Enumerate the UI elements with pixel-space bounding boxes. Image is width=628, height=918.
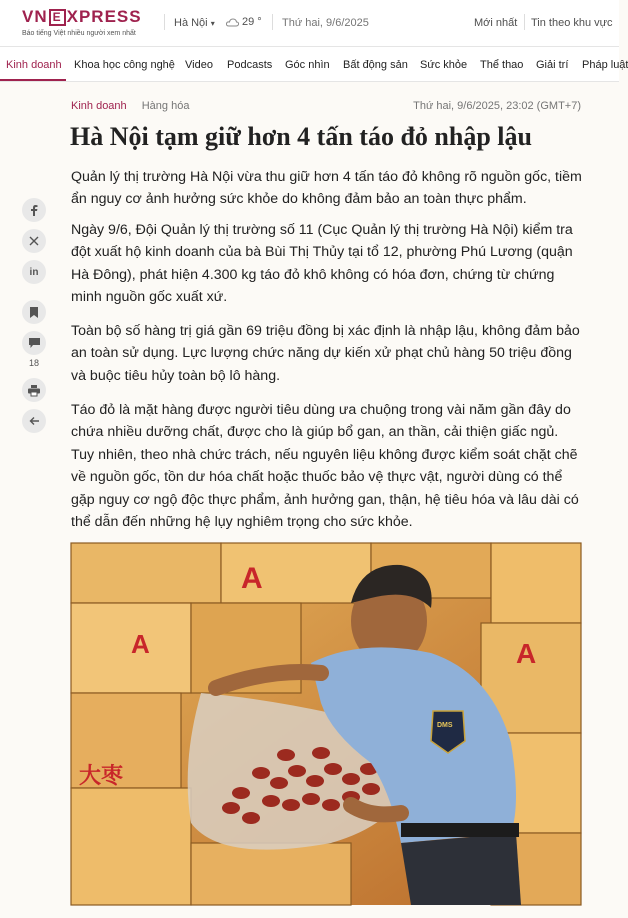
back-icon — [29, 416, 40, 426]
nav-item-phap-luat[interactable]: Pháp luật — [582, 59, 628, 71]
nav-item-goc-nhin[interactable]: Góc nhìn — [285, 59, 330, 71]
back-button[interactable] — [22, 409, 46, 433]
dates-inspection-illustration — [71, 543, 581, 905]
nav-item-giai-tri[interactable]: Giải trí — [536, 59, 569, 71]
header-date: Thứ hai, 9/6/2025 — [282, 17, 369, 29]
article-photo[interactable] — [71, 543, 581, 905]
x-share-button[interactable] — [22, 229, 46, 253]
nav-item-video[interactable]: Video — [185, 59, 213, 71]
regional-news-link[interactable]: Tin theo khu vực — [531, 17, 613, 29]
nav-item-suc-khoe[interactable]: Sức khỏe — [420, 59, 468, 71]
breadcrumb-subcategory[interactable]: Hàng hóa — [141, 100, 190, 112]
cloud-icon — [226, 18, 239, 27]
print-button[interactable] — [22, 378, 46, 402]
temperature: 29 ° — [242, 16, 262, 28]
divider — [524, 14, 525, 30]
linkedin-icon: in — [29, 266, 39, 278]
article-paragraph: Toàn bộ số hàng trị giá gần 69 triệu đồng bị xác định là nhập lậu, không đảm bảo an toàn sử dụng. Lực lượng chức năng dự kiến xử phạt chủ hàng 50 triệu đồng và buộc tiêu hủy toàn bộ lô hàng. — [71, 323, 580, 384]
breadcrumb — [71, 100, 189, 112]
facebook-icon — [29, 204, 39, 216]
bookmark-button[interactable] — [22, 300, 46, 324]
vnexpress-logo[interactable] — [22, 7, 142, 37]
article-lead: Quản lý thị trường Hà Nội vừa thu giữ hơn 4 tấn táo đỏ không rõ nguồn gốc, tiềm ẩn nguy cơ ảnh hưởng sức khỏe do không đảm bảo an toàn thực phẩm. — [71, 169, 582, 208]
nav-item-kinh-doanh[interactable]: Kinh doanh — [6, 59, 62, 71]
logo-box: E — [49, 9, 66, 26]
divider — [272, 14, 273, 30]
bookmark-icon — [30, 307, 38, 318]
logo-part-1: VN — [22, 7, 48, 26]
print-icon — [28, 385, 40, 396]
article-title: Hà Nội tạm giữ hơn 4 tấn táo đỏ nhập lậu — [70, 122, 532, 151]
logo-tagline: Báo tiếng Việt nhiều người xem nhất — [22, 30, 136, 37]
box-label: A — [516, 638, 537, 669]
box-label: 大枣 — [79, 763, 124, 788]
logo-part-2: XPRESS — [66, 7, 142, 26]
nav-item-bat-dong-san[interactable]: Bất động sản — [343, 59, 408, 71]
linkedin-share-button[interactable] — [22, 260, 46, 284]
uniform-badge-text: DMS — [437, 722, 453, 729]
comment-icon — [29, 338, 40, 348]
nav-active-indicator — [0, 79, 66, 81]
divider — [164, 14, 165, 30]
latest-news-link[interactable]: Mới nhất — [474, 17, 518, 29]
category-nav — [0, 46, 628, 82]
city-selector[interactable] — [174, 17, 215, 29]
nav-item-the-thao[interactable]: Thể thao — [480, 59, 524, 71]
nav-item-podcasts[interactable]: Podcasts — [227, 59, 273, 71]
breadcrumb-category[interactable]: Kinh doanh — [71, 100, 127, 112]
published-date: Thứ hai, 9/6/2025, 23:02 (GMT+7) — [413, 100, 581, 112]
box-label: A — [131, 629, 150, 659]
article-paragraph: Táo đỏ là mặt hàng được người tiêu dùng ưa chuộng trong vài năm gần đây do chứa nhiều dưỡng chất, được cho là giúp bổ gan, an thần, cải thiện giấc ngủ. Tuy nhiên, theo nhà chức trách, nếu nguyên liệu không được kiểm soát chặt chẽ về nguồn gốc, tồn dư hóa chất hoặc thuốc bảo vệ thực vật, người dùng có thể gặp nguy cơ ngộ độc thực phẩm, ảnh hưởng gan, thận, hệ tiêu hóa và lâu dài có thể dẫn đến những hệ lụy nghiêm trọng cho sức khỏe. — [71, 402, 579, 531]
city-label: Hà Nội — [174, 17, 208, 29]
top-bar — [0, 0, 619, 46]
x-icon — [29, 236, 39, 246]
facebook-share-button[interactable] — [22, 198, 46, 222]
chevron-down-icon: ▾ — [210, 19, 215, 28]
box-label: A — [241, 562, 263, 595]
weather-widget[interactable] — [226, 16, 262, 28]
comment-button[interactable] — [22, 331, 46, 355]
article-paragraph: Ngày 9/6, Đội Quản lý thị trường số 11 (Cục Quản lý thị trường Hà Nội) kiểm tra đột xuất hộ kinh doanh của bà Bùi Thị Thủy tại tổ 12, phường Phú Lương (quận Hà Đông), phát hiện 4.300 kg táo đỏ khô không có hóa đơn, chứng từ chứng minh nguồn gốc xuất xứ. — [71, 222, 573, 306]
nav-item-khoa-hoc-cong-nghe[interactable]: Khoa học công nghệ — [74, 59, 175, 71]
comment-count: 18 — [28, 358, 39, 368]
